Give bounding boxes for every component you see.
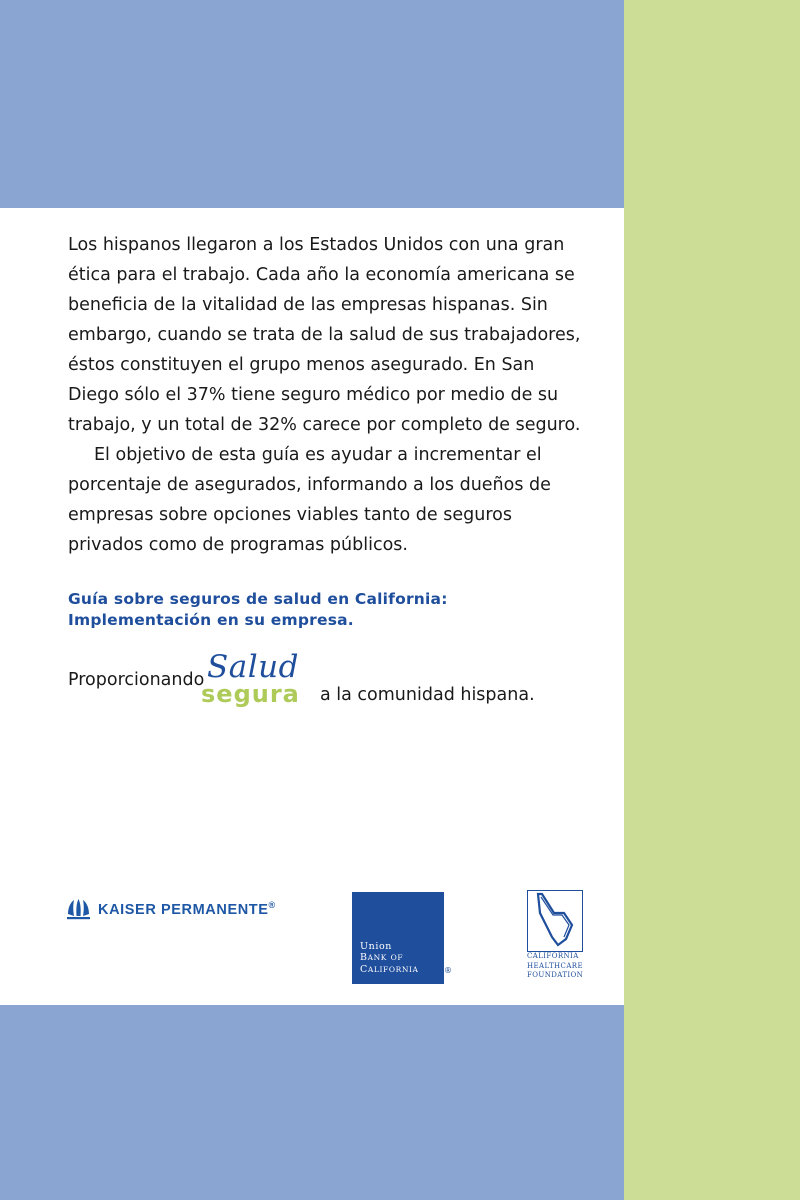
right-green-band <box>624 0 800 1200</box>
chcf-line-1-c: C <box>527 952 533 960</box>
california-healthcare-foundation-logo <box>527 890 584 986</box>
chcf-frame <box>527 890 583 952</box>
union-line-2-b: B <box>360 952 368 963</box>
chcf-line-2-c: C <box>560 961 567 970</box>
headline: Guía sobre seguros de salud en California: Implementación en su empresa. <box>68 590 448 629</box>
kaiser-mark-icon <box>66 898 91 920</box>
top-blue-band <box>0 0 624 208</box>
union-bank-registered-mark: ® <box>444 966 452 975</box>
union-line-2-of: OF <box>390 953 404 962</box>
chcf-line-3-f: F <box>527 971 533 979</box>
salud-logo-word: Salud <box>207 649 299 685</box>
tagline-after: a la comunidad hispana. <box>320 685 535 705</box>
chcf-line-2-h: H <box>527 961 534 970</box>
chcf-line-1-rest: ALIFORNIA <box>532 952 579 960</box>
bottom-blue-band <box>0 1005 624 1200</box>
salud-segura-logo <box>201 649 322 708</box>
chcf-line-3-rest: OUNDATION <box>532 971 584 979</box>
body-copy <box>68 230 583 560</box>
tagline <box>68 649 588 708</box>
kaiser-permanente-wordmark: KAISER PERMANENTE® <box>98 900 276 918</box>
union-bank-logo <box>352 892 444 984</box>
tagline-before: Proporcionando <box>68 670 205 690</box>
chcf-line-2-rest2: ARE <box>566 961 583 970</box>
sponsor-logos <box>0 880 624 1000</box>
paragraph-2: El objetivo de esta guía es ayudar a incrementar el porcentaje de asegurados, informando a los dueños de empresas sobre opciones viables tanto de seguros privados como de programas públicos. <box>68 445 551 555</box>
kaiser-permanente-logo <box>66 898 276 920</box>
union-line-3-alifornia: ALIFORNIA <box>367 964 419 974</box>
union-line-1: Union <box>360 940 393 952</box>
white-content-area <box>0 208 624 1005</box>
paragraph-1: Los hispanos llegaron a los Estados Unidos con una gran ética para el trabajo. Cada año la economía americana se beneficia de la vitalidad de las empresas hispanas. Sin embargo, cuando se trata de la salud de sus trabajadores, éstos constituyen el grupo menos asegurado. En San Diego sólo el 37% tiene seguro médico por medio de su trabajo, y un total de 32% carece por completo de seguro. <box>68 235 581 435</box>
union-line-3-c: C <box>360 963 368 975</box>
union-line-2-ank: ANK <box>367 953 387 962</box>
kaiser-registered-mark: ® <box>268 900 276 911</box>
segura-logo-word: segura <box>201 680 300 708</box>
union-bank-wordmark <box>360 941 419 976</box>
chcf-line-2-rest: EALTH <box>533 961 561 970</box>
california-state-icon <box>528 891 579 948</box>
chcf-wordmark <box>527 952 587 981</box>
